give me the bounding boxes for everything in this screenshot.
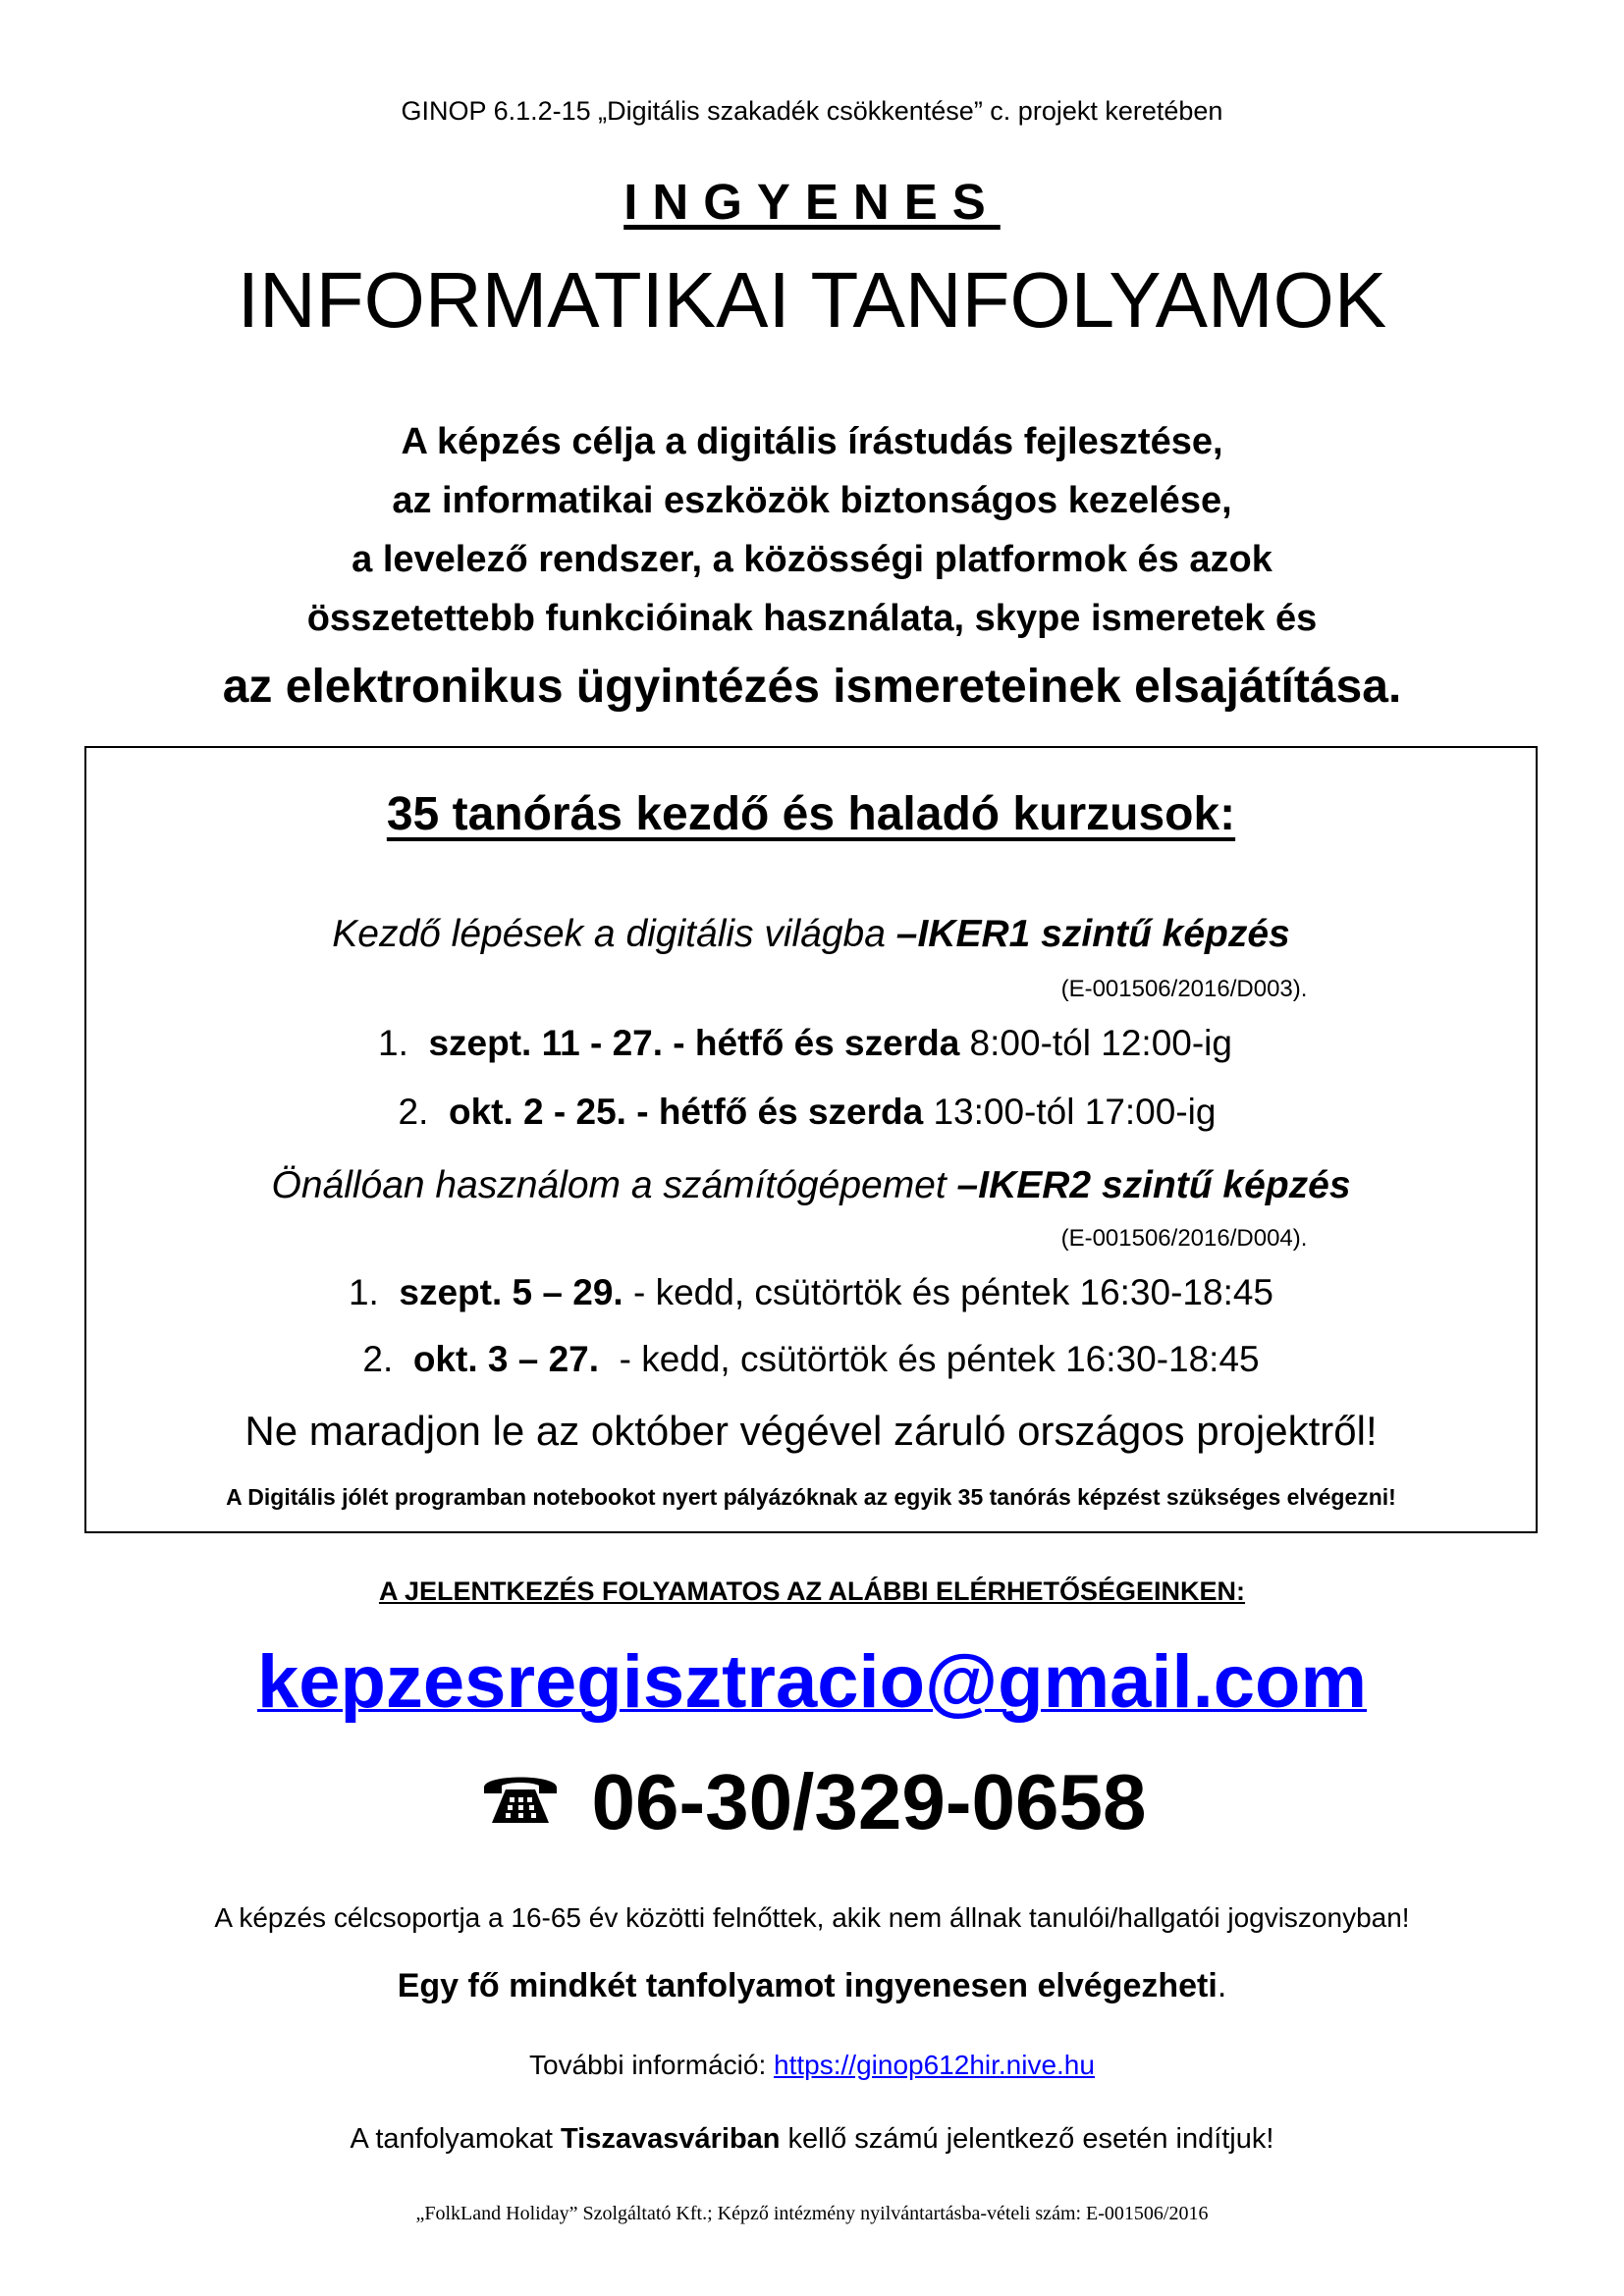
session-sep: -	[663, 1023, 695, 1063]
course1-code: (E-001506/2016/D003).	[1060, 976, 1308, 1002]
telephone-icon	[478, 1757, 563, 1847]
goal-line: az informatikai eszközök biztonságos kezelése,	[392, 480, 1232, 521]
goal-line: a levelező rendszer, a közösségi platformok és azok	[352, 539, 1272, 580]
session-time: 13:00-tól 17:00-ig	[923, 1092, 1217, 1132]
more-info-link[interactable]: https://ginop612hir.nive.hu	[774, 2050, 1095, 2080]
session-sep: -	[625, 1092, 659, 1132]
session-dates: okt. 3 – 27.	[412, 1339, 600, 1379]
location-pre: A tanfolyamokat	[350, 2123, 561, 2155]
project-header: GINOP 6.1.2-15 „Digitális szakadék csökkentése” c. projekt keretében	[401, 96, 1223, 126]
course2-name: Önállóan használom a számítógépemet	[271, 1164, 957, 1206]
course1-session-2	[82, 1092, 1532, 1133]
page-title: INFORMATIKAI TANFOLYAMOK	[237, 256, 1387, 344]
session-days: hétfő és szerda	[694, 1023, 960, 1063]
more-info-label: További információ:	[529, 2050, 775, 2080]
course2-session-1	[86, 1272, 1536, 1313]
session-time: 8:00-tól 12:00-ig	[959, 1023, 1232, 1063]
email-link[interactable]: kepzesregisztracio@gmail.com	[256, 1640, 1368, 1724]
course2-title	[86, 1164, 1536, 1207]
course2-session-2	[86, 1339, 1536, 1380]
both-courses-period: .	[1217, 1967, 1227, 2004]
session-number: 2.	[362, 1339, 394, 1379]
location-post: kellő számú jelentkező esetén indítjuk!	[780, 2123, 1274, 2155]
session-rest: - kedd, csütörtök és péntek 16:30-18:45	[623, 1272, 1273, 1312]
goal-line: az elektronikus ügyintézés ismereteinek elsajátítása.	[222, 661, 1402, 713]
footer-text: „FolkLand Holiday” Szolgáltató Kft.; Képző intézmény nyilvántartásba-vételi szám: E-001506/2016	[415, 2203, 1209, 2224]
registration-heading: A JELENTKEZÉS FOLYAMATOS AZ ALÁBBI ELÉRHETŐSÉGEINKEN:	[378, 1576, 1246, 1606]
more-info	[0, 2050, 1624, 2081]
location-town: Tiszavasváriban	[560, 2123, 781, 2155]
courses-title: 35 tanórás kezdő és haladó kurzusok:	[386, 788, 1236, 840]
goal-line: A képzés célja a digitális írástudás fejlesztése,	[401, 421, 1223, 462]
free-heading: INGYENES	[623, 174, 1001, 230]
phone-text: 06-30/329-0658	[591, 1758, 1147, 1845]
goal-line: összetettebb funkcióinak használata, skype ismeretek és	[306, 598, 1318, 639]
phone-number	[0, 1757, 1624, 1847]
session-dates: szept. 5 – 29.	[399, 1272, 623, 1312]
course1-session-1	[81, 1023, 1530, 1064]
both-courses-main: Egy fő mindkét tanfolyamot ingyenesen elvégezheti	[397, 1967, 1218, 2004]
session-dates: okt. 2 - 25.	[448, 1092, 626, 1132]
session-number: 1.	[348, 1272, 379, 1312]
both-courses-text	[0, 1967, 1624, 2005]
goal-text	[0, 412, 1624, 726]
course1-title	[86, 913, 1536, 956]
notebook-note: A Digitális jólét programban notebookot nyert pályázóknak az egyik 35 tanórás képzést szükséges elvégezni!	[226, 1484, 1396, 1510]
course1-level: –IKER1 szintű képzés	[895, 913, 1290, 955]
session-rest: - kedd, csütörtök és péntek 16:30-18:45	[599, 1339, 1260, 1379]
course1-name: Kezdő lépések a digitális világba	[332, 913, 896, 955]
location-text	[0, 2123, 1624, 2156]
session-days: hétfő és szerda	[658, 1092, 924, 1132]
session-number: 2.	[398, 1092, 429, 1132]
course2-code: (E-001506/2016/D004).	[1060, 1225, 1308, 1252]
session-number: 1.	[378, 1023, 408, 1063]
courses-box	[84, 746, 1538, 1533]
session-dates: szept. 11 - 27.	[428, 1023, 664, 1063]
course2-level: –IKER2 szintű képzés	[956, 1164, 1351, 1206]
ne-maradjon-text: Ne maradjon le az október végével záruló országos projektről!	[244, 1408, 1378, 1454]
target-group-text: A képzés célcsoportja a 16-65 év közötti felnőttek, akik nem állnak tanulói/hallgatói jogviszonyban!	[214, 1902, 1410, 1933]
